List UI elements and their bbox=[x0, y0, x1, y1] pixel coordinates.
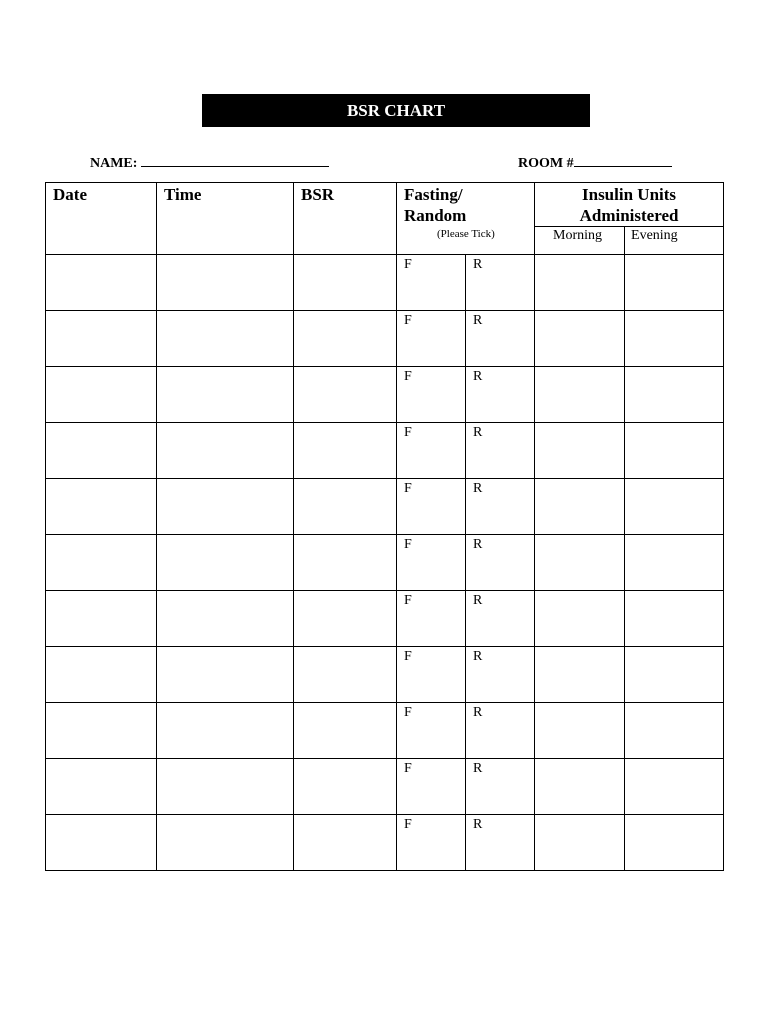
name-blank-line[interactable] bbox=[141, 152, 329, 167]
header-fasting-random bbox=[397, 183, 535, 255]
bsr-cell[interactable] bbox=[294, 591, 397, 647]
time-cell[interactable] bbox=[157, 647, 294, 703]
fasting-cell[interactable]: F bbox=[397, 311, 466, 367]
table-body bbox=[46, 255, 724, 871]
morning-cell[interactable] bbox=[535, 535, 625, 591]
table-row bbox=[46, 255, 724, 311]
bsr-cell[interactable] bbox=[294, 703, 397, 759]
table-row bbox=[46, 311, 724, 367]
evening-cell[interactable] bbox=[625, 311, 724, 367]
evening-cell[interactable] bbox=[625, 367, 724, 423]
fasting-cell[interactable]: F bbox=[397, 815, 466, 871]
fasting-cell[interactable]: F bbox=[397, 535, 466, 591]
morning-cell[interactable] bbox=[535, 311, 625, 367]
random-cell[interactable]: R bbox=[466, 255, 535, 311]
time-cell[interactable] bbox=[157, 815, 294, 871]
table-row bbox=[46, 815, 724, 871]
time-cell[interactable] bbox=[157, 759, 294, 815]
header-insulin-line2: Administered bbox=[579, 206, 679, 225]
random-cell[interactable]: R bbox=[466, 703, 535, 759]
morning-cell[interactable] bbox=[535, 591, 625, 647]
fasting-cell[interactable]: F bbox=[397, 255, 466, 311]
bsr-cell[interactable] bbox=[294, 759, 397, 815]
header-time: Time bbox=[157, 183, 294, 255]
random-cell[interactable]: R bbox=[466, 311, 535, 367]
date-cell[interactable] bbox=[46, 815, 157, 871]
random-cell[interactable]: R bbox=[466, 759, 535, 815]
bsr-cell[interactable] bbox=[294, 647, 397, 703]
random-cell[interactable]: R bbox=[466, 591, 535, 647]
fasting-cell[interactable]: F bbox=[397, 591, 466, 647]
random-cell[interactable]: R bbox=[466, 479, 535, 535]
bsr-cell[interactable] bbox=[294, 535, 397, 591]
time-cell[interactable] bbox=[157, 479, 294, 535]
random-cell[interactable]: R bbox=[466, 367, 535, 423]
fasting-cell[interactable]: F bbox=[397, 423, 466, 479]
random-cell[interactable]: R bbox=[466, 815, 535, 871]
bsr-table bbox=[45, 182, 724, 871]
name-label: NAME: bbox=[90, 156, 138, 171]
name-field bbox=[90, 152, 329, 172]
fasting-cell[interactable]: F bbox=[397, 703, 466, 759]
table-row bbox=[46, 703, 724, 759]
table-row bbox=[46, 535, 724, 591]
time-cell[interactable] bbox=[157, 423, 294, 479]
table-row bbox=[46, 647, 724, 703]
morning-cell[interactable] bbox=[535, 423, 625, 479]
morning-cell[interactable] bbox=[535, 647, 625, 703]
room-label: ROOM # bbox=[518, 156, 574, 171]
date-cell[interactable] bbox=[46, 535, 157, 591]
time-cell[interactable] bbox=[157, 311, 294, 367]
random-cell[interactable]: R bbox=[466, 423, 535, 479]
chart-title: BSR CHART bbox=[202, 94, 590, 127]
date-cell[interactable] bbox=[46, 759, 157, 815]
morning-cell[interactable] bbox=[535, 759, 625, 815]
header-fasting-line1: Fasting/ bbox=[404, 185, 463, 204]
table-row bbox=[46, 759, 724, 815]
table-row bbox=[46, 591, 724, 647]
date-cell[interactable] bbox=[46, 423, 157, 479]
evening-cell[interactable] bbox=[625, 479, 724, 535]
header-morning: Morning bbox=[535, 227, 625, 255]
header-evening: Evening bbox=[625, 227, 724, 255]
evening-cell[interactable] bbox=[625, 591, 724, 647]
bsr-cell[interactable] bbox=[294, 479, 397, 535]
table-row bbox=[46, 423, 724, 479]
header-row bbox=[46, 183, 724, 227]
random-cell[interactable]: R bbox=[466, 647, 535, 703]
evening-cell[interactable] bbox=[625, 647, 724, 703]
date-cell[interactable] bbox=[46, 255, 157, 311]
fasting-cell[interactable]: F bbox=[397, 647, 466, 703]
table-row bbox=[46, 367, 724, 423]
evening-cell[interactable] bbox=[625, 255, 724, 311]
morning-cell[interactable] bbox=[535, 703, 625, 759]
fasting-cell[interactable]: F bbox=[397, 479, 466, 535]
time-cell[interactable] bbox=[157, 591, 294, 647]
fasting-cell[interactable]: F bbox=[397, 759, 466, 815]
evening-cell[interactable] bbox=[625, 703, 724, 759]
table-row bbox=[46, 479, 724, 535]
fasting-cell[interactable]: F bbox=[397, 367, 466, 423]
bsr-cell[interactable] bbox=[294, 311, 397, 367]
morning-cell[interactable] bbox=[535, 255, 625, 311]
bsr-cell[interactable] bbox=[294, 423, 397, 479]
please-tick-note: (Please Tick) bbox=[437, 228, 495, 240]
room-field bbox=[518, 152, 672, 172]
evening-cell[interactable] bbox=[625, 759, 724, 815]
header-insulin-line1: Insulin Units bbox=[582, 185, 677, 204]
room-blank-line[interactable] bbox=[574, 152, 672, 167]
morning-cell[interactable] bbox=[535, 367, 625, 423]
time-cell[interactable] bbox=[157, 255, 294, 311]
time-cell[interactable] bbox=[157, 367, 294, 423]
bsr-cell[interactable] bbox=[294, 815, 397, 871]
date-cell[interactable] bbox=[46, 367, 157, 423]
header-date: Date bbox=[46, 183, 157, 255]
bsr-cell[interactable] bbox=[294, 367, 397, 423]
date-cell[interactable] bbox=[46, 479, 157, 535]
header-insulin bbox=[535, 183, 724, 227]
header-fasting-line2: Random bbox=[404, 206, 467, 225]
evening-cell[interactable] bbox=[625, 535, 724, 591]
date-cell[interactable] bbox=[46, 311, 157, 367]
date-cell[interactable] bbox=[46, 647, 157, 703]
morning-cell[interactable] bbox=[535, 479, 625, 535]
date-cell[interactable] bbox=[46, 591, 157, 647]
date-cell[interactable] bbox=[46, 703, 157, 759]
evening-cell[interactable] bbox=[625, 815, 724, 871]
morning-cell[interactable] bbox=[535, 815, 625, 871]
bsr-cell[interactable] bbox=[294, 255, 397, 311]
header-bsr: BSR bbox=[294, 183, 397, 255]
random-cell[interactable]: R bbox=[466, 535, 535, 591]
evening-cell[interactable] bbox=[625, 423, 724, 479]
time-cell[interactable] bbox=[157, 703, 294, 759]
time-cell[interactable] bbox=[157, 535, 294, 591]
